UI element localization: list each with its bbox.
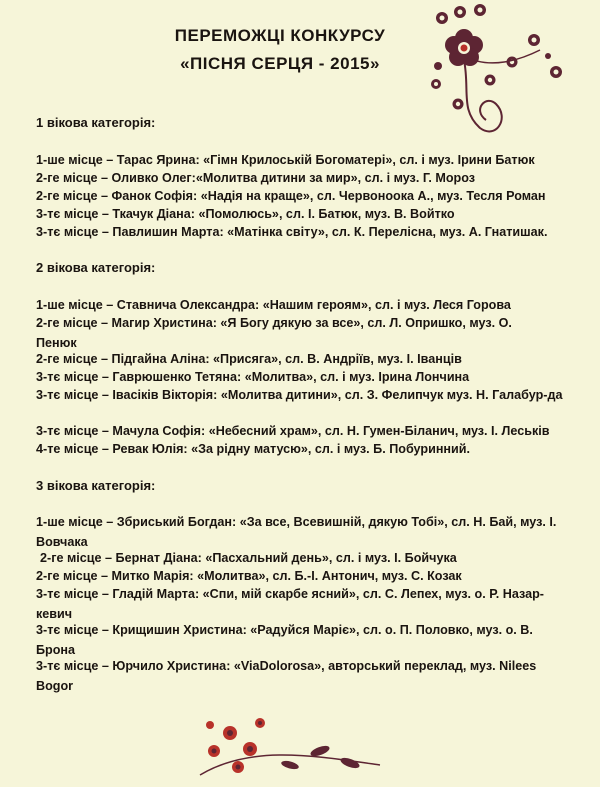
list-item: 3-тє місце – Ткачук Діана: «Помолюсь», сл. І. Батюк, муз. В. Войтко [36,207,455,221]
list-item: 4-те місце – Ревак Юлія: «За рідну матусю», сл. і муз. Б. Побуринний. [36,442,471,456]
list-item: 3-тє місце – Гаврюшенко Тетяна: «Молитва», сл. і муз. Ірина Лончина [36,370,470,384]
list-item: 2-ге місце – Підгайна Аліна: «Присяга», сл. В. Андріїв, муз. І. Іванців [36,352,462,366]
page-title-line1: ПЕРЕМОЖЦІ КОНКУРСУ [174,26,386,45]
list-item: 1-ше місце – Збриський Богдан: «За все, Всевишній, дякую Тобі», сл. Н. Бай, муз. І. Вовчака [36,515,557,549]
page-title-line2: «ПІСНЯ СЕРЦЯ - 2015» [180,54,380,73]
list-item: 1-ше місце – Ставнича Олександра: «Нашим героям», сл. і муз. Леся Горова [36,298,511,312]
list-item: 2-ге місце – Магир Христина: «Я Богу дякую за все», сл. Л. Опришко, муз. О. Пенюк [36,316,512,350]
list-item: 2-ге місце – Митко Марія: «Молитва», сл. Б.-І. Антонич, муз. С. Козак [36,569,462,583]
flower-branch-bottom-decoration [190,705,390,787]
list-item: 3-тє місце – Івасіків Вікторія: «Молитва дитини», сл. З. Фелипчук муз. Н. Галабур-да [36,388,563,402]
list-item: 3-тє місце – Мачула Софія: «Небесний храм», сл. Н. Гумен-Біланич, муз. І. Леськів [36,424,550,438]
category-1-heading: 1 вікова категорія: [36,115,156,130]
list-item: 2-ге місце – Оливко Олег:«Молитва дитини за мир», сл. і муз. Г. Мороз [36,171,476,185]
category-2-heading: 2 вікова категорія: [36,260,156,275]
list-item: 1-ше місце – Тарас Ярина: «Гімн Крилоській Богоматері», сл. і муз. Ірини Батюк [36,153,535,167]
list-item: 2-ге місце – Бернат Діана: «Пасхальний день», сл. і муз. І. Бойчука [40,551,457,565]
category-3-heading: 3 вікова категорія: [36,478,156,493]
list-item: 3-тє місце – Павлишин Марта: «Матінка світу», сл. К. Перелісна, муз. А. Гнатишак. [36,225,548,239]
list-item: 3-тє місце – Крищишин Христина: «Радуйся Маріє», сл. о. П. Половко, муз. о. В. Брона [36,623,533,657]
list-item: 2-ге місце – Фанок Софія: «Надія на краще», сл. Червоноока А., муз. Тесля Роман [36,189,546,203]
list-item: 3-тє місце – Гладій Марта: «Спи, мій скарбе ясний», сл. С. Лепех, муз. о. Р. Назар-кевич [36,587,544,621]
list-item: 3-тє місце – Юрчило Христина: «ViaDolorosa», авторський переклад, муз. Nilees Bogor [36,659,537,693]
